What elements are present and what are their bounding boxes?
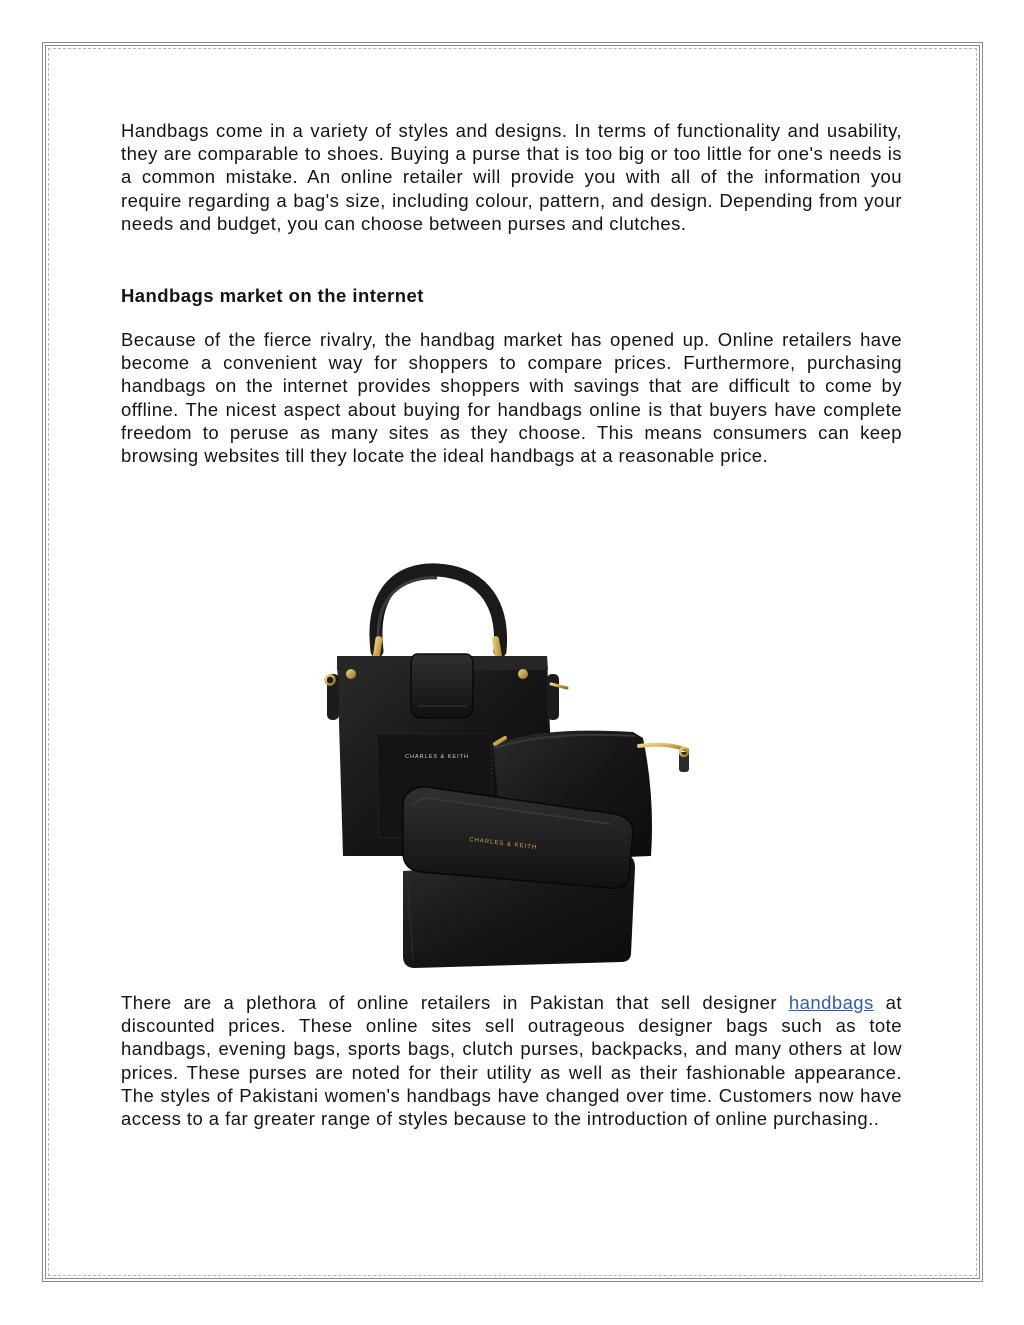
handbag-set-image: [315, 556, 713, 970]
clutch-brand-label: CHARLES & KEITH: [468, 836, 538, 852]
retailers-text-start: There are a plethora of online retailers in Pakistan that sell designer: [121, 992, 789, 1013]
retailers-text-end: at discounted prices. These online sites sell outrageous designer bags such as tote handbags, evening bags, sports bags, clutch purses, backpacks, and many others at low prices. These purses are noted for their utility as well as their fashionable appearance. The styles of Pakistani women's handbags have changed over time. Customers now have access to a far greater range of styles because to the introduction of online purchasing..: [121, 992, 903, 1130]
retailers-paragraph: [121, 991, 902, 1130]
market-paragraph: Because of the fierce rivalry, the handbag market has opened up. Online retailers have become a convenient way for shoppers to compare prices. Furthermore, purchasing handbags on the internet provides shoppers with savings that are difficult to come by offline. The nicest aspect about buying for handbags online is that buyers have complete freedom to peruse as many sites as they choose. This means consumers can keep browsing websites till they locate the ideal handbags at a reasonable price.: [121, 329, 902, 467]
intro-paragraph: Handbags come in a variety of styles and designs. In terms of functionality and usability, they are comparable to shoes. Buying a purse that is too big or too little for one's needs is a common mistake. An online retailer will provide you with all of the information you require regarding a bag's size, including colour, pattern, and design. Depending from your needs and budget, you can choose between purses and clutches.: [121, 120, 902, 234]
tote-handle: [376, 570, 501, 651]
section-heading: Handbags market on the internet: [121, 285, 424, 306]
tote-brand-label: CHARLES & KEITH: [405, 754, 469, 760]
tote-flap: [411, 654, 473, 718]
handbags-link[interactable]: handbags: [788, 992, 874, 1013]
